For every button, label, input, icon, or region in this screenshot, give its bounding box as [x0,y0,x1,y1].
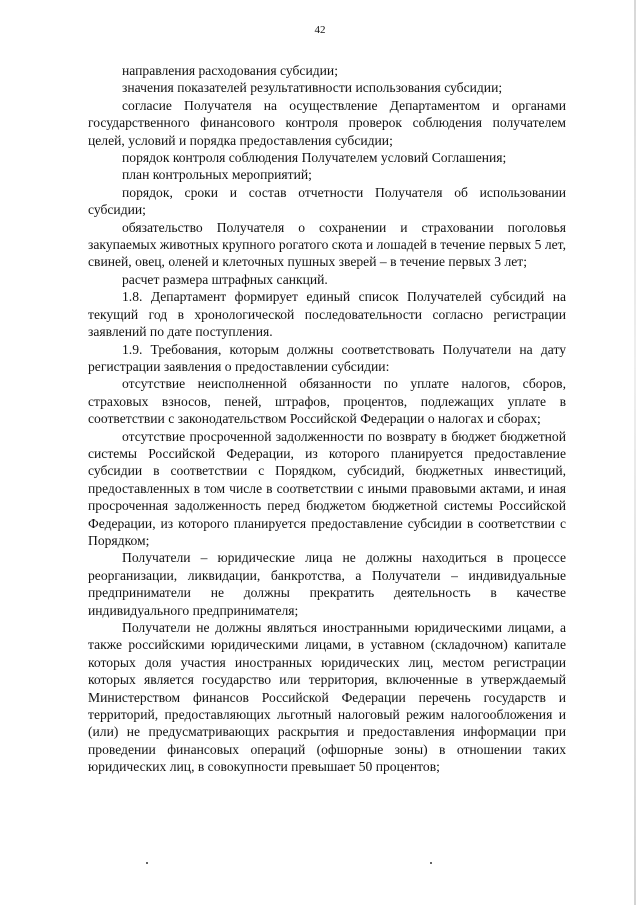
paragraph: направления расходования субсидии; [122,63,338,78]
scan-speck [146,862,148,864]
scan-edge [634,0,636,905]
paragraph: порядок, сроки и состав отчетности Получателя об использовании субсидии; [88,184,566,218]
paragraph: Получатели не должны являться иностранными юридическими лицами, а также российскими юридическими лицами, в уставном (складочном) капитале которых доля участия иностранных юридических лиц, местом регистрации которых является государство или территория, включенные в утверждаемый Министерством финансов Российской Федерации перечень государств и территорий, предоставляющих льготный налоговый режим налогообложения и (или) не предусматривающих раскрытия и предоставления информации при проведении финансовых операций (офшорные зоны) в отношении таких юридических лиц, в совокупности превышает 50 процентов; [88,620,566,775]
paragraph: обязательство Получателя о сохранении и страховании поголовья закупаемых животных крупного рогатого скота и лошадей в течение первых 5 лет, свиней, овец, оленей и клеточных пушных зверей – в течение первых 3 лет; [88,219,566,270]
paragraph: расчет размера штрафных санкций. [122,271,328,287]
paragraph: согласие Получателя на осуществление Департаментом и органами государственного финансового контроля проверок соблюдения получателем целей, условий и порядка предоставления субсидии; [88,97,566,148]
paragraph: отсутствие неисполненной обязанности по уплате налогов, сборов, страховых взносов, пеней, штрафов, процентов, подлежащих уплате в соответствии с законодательством Российской Федерации о налогах и сборах; [88,376,566,427]
document-body [88,62,566,776]
paragraph: отсутствие просроченной задолженности по возврату в бюджет бюджетной системы Российской Федерации, из которого планируется предоставление субсидии в соответствии с Порядком, субсидий, бюджетных инвестиций, предоставленных в том числе в соответствии с иными правовыми актами, и иная просроченная задолженность перед бюджетом бюджетной системы Российской Федерации, из которого планируется предоставление субсидии в соответствии с Порядком; [88,428,566,548]
paragraph: 1.8. Департамент формирует единый список Получателей субсидий на текущий год в хронологической последовательности согласно регистрации заявлений по дате поступления. [88,289,566,340]
paragraph: 1.9. Требования, которым должны соответствовать Получатели на дату регистрации заявления о предоставлении субсидии: [88,341,566,374]
paragraph: Получатели – юридические лица не должны находиться в процессе реорганизации, ликвидации, банкротства, а Получатели – индивидуальные предприниматели не должны прекратить деятельность в качестве индивидуального предпринимателя; [88,550,566,618]
page-number: 42 [314,24,326,36]
scan-speck [430,862,432,864]
paragraph: значения показателей результативности использования субсидии; [122,80,503,96]
paragraph: план контрольных мероприятий; [122,167,312,183]
paragraph: порядок контроля соблюдения Получателем условий Соглашения; [122,150,507,166]
